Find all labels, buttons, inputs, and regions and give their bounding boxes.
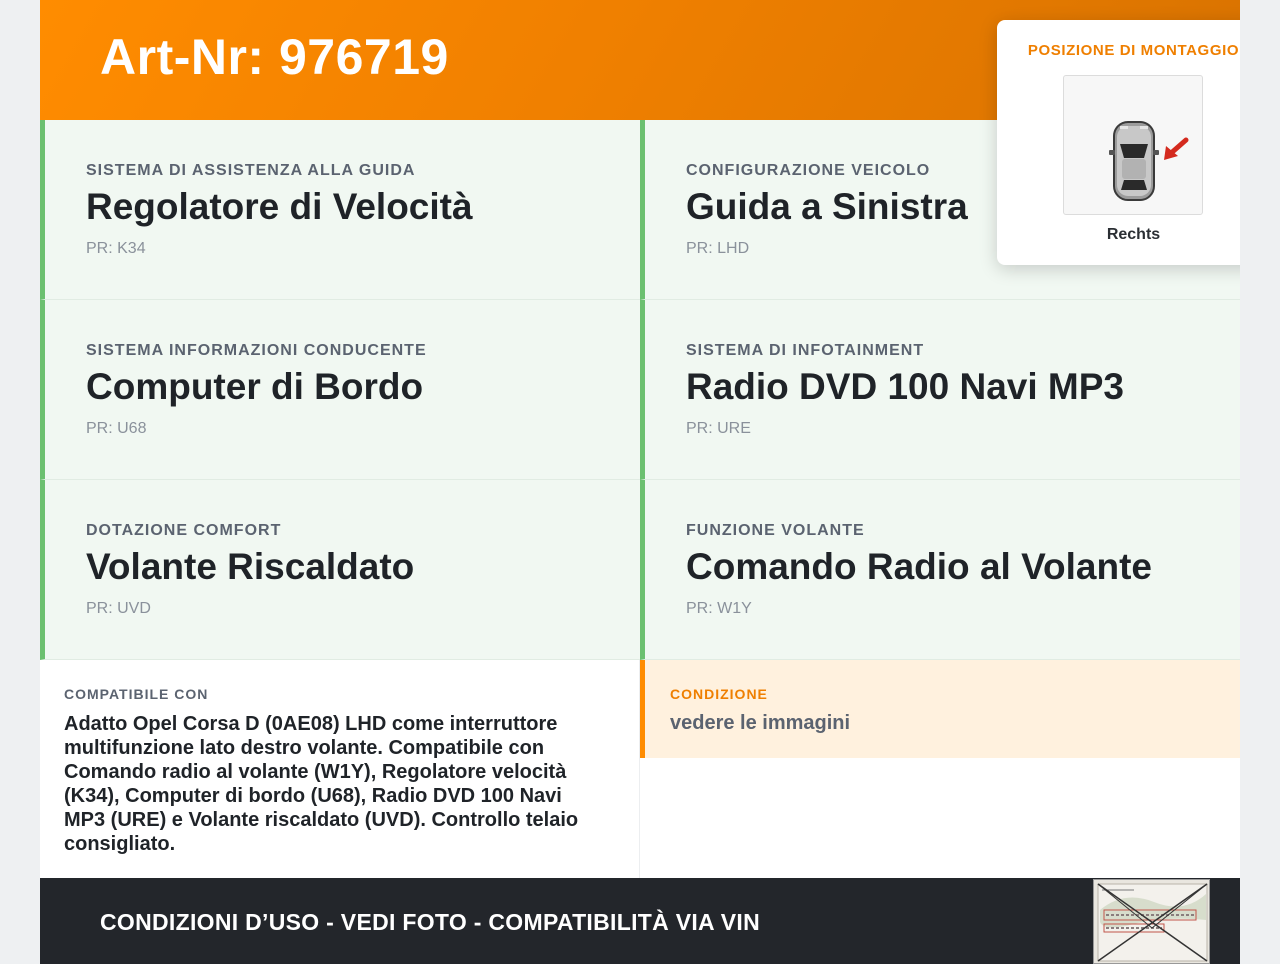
details-section xyxy=(40,660,1240,878)
condition-panel xyxy=(640,660,1240,758)
feature-card-infotainment xyxy=(640,300,1240,480)
feature-pr-code: PR: LHD xyxy=(686,240,750,257)
feature-pr-code: PR: K34 xyxy=(86,240,146,257)
mounting-position-image xyxy=(1063,75,1203,215)
feature-category: FUNZIONE VOLANTE xyxy=(686,522,865,539)
product-page xyxy=(40,0,1240,964)
red-arrow-icon xyxy=(1164,140,1186,160)
feature-card-comfort xyxy=(40,480,640,660)
feature-pr-code: PR: URE xyxy=(686,420,751,437)
feature-category: DOTAZIONE COMFORT xyxy=(86,522,282,539)
mounting-position-popup xyxy=(997,20,1240,265)
footer-bar xyxy=(40,878,1240,964)
mounting-position-title: POSIZIONE DI MONTAGGIO xyxy=(1027,42,1240,59)
feature-category: SISTEMA DI INFOTAINMENT xyxy=(686,342,925,359)
compatibility-panel xyxy=(40,660,640,878)
condition-text: vedere le immagini xyxy=(670,712,851,734)
car-top-view-icon xyxy=(1064,76,1204,216)
feature-category: CONFIGURAZIONE VEICOLO xyxy=(686,162,931,179)
registration-document-thumbnail[interactable] xyxy=(1093,879,1210,964)
feature-category: SISTEMA DI ASSISTENZA ALLA GUIDA xyxy=(86,162,416,179)
compatibility-label: COMPATIBILE CON xyxy=(64,686,209,702)
article-number-title: Art-Nr: 976719 xyxy=(100,29,449,85)
feature-value: Computer di Bordo xyxy=(86,366,424,407)
feature-card-cruise-control xyxy=(40,120,640,300)
feature-value: Comando Radio al Volante xyxy=(686,546,1152,587)
feature-pr-code: PR: U68 xyxy=(86,420,147,437)
feature-value: Regolatore di Velocità xyxy=(86,186,473,227)
feature-pr-code: PR: UVD xyxy=(86,600,151,617)
mounting-position-caption: Rechts xyxy=(1106,226,1161,243)
feature-category: SISTEMA INFORMAZIONI CONDUCENTE xyxy=(86,342,427,359)
condition-label: CONDIZIONE xyxy=(670,686,768,702)
feature-value: Volante Riscaldato xyxy=(86,546,415,587)
feature-value: Radio DVD 100 Navi MP3 xyxy=(686,366,1124,407)
feature-card-driver-info xyxy=(40,300,640,480)
footer-text: CONDIZIONI D’USO - VEDI FOTO - COMPATIBILITÀ VIA VIN xyxy=(100,909,761,935)
feature-pr-code: PR: W1Y xyxy=(686,600,752,617)
compatibility-text: Adatto Opel Corsa D (0AE08) LHD come interruttore multifunzione lato destro volante. Compatibile con Comando radio al volante (W1Y), Regolatore velocità (K34), Computer di bordo (U68), Radio DVD 100 Navi MP3 (URE) e Volante riscaldato (UVD). Controllo telaio consigliato. xyxy=(64,713,579,855)
feature-value: Guida a Sinistra xyxy=(686,186,968,227)
feature-card-steering-function xyxy=(640,480,1240,660)
